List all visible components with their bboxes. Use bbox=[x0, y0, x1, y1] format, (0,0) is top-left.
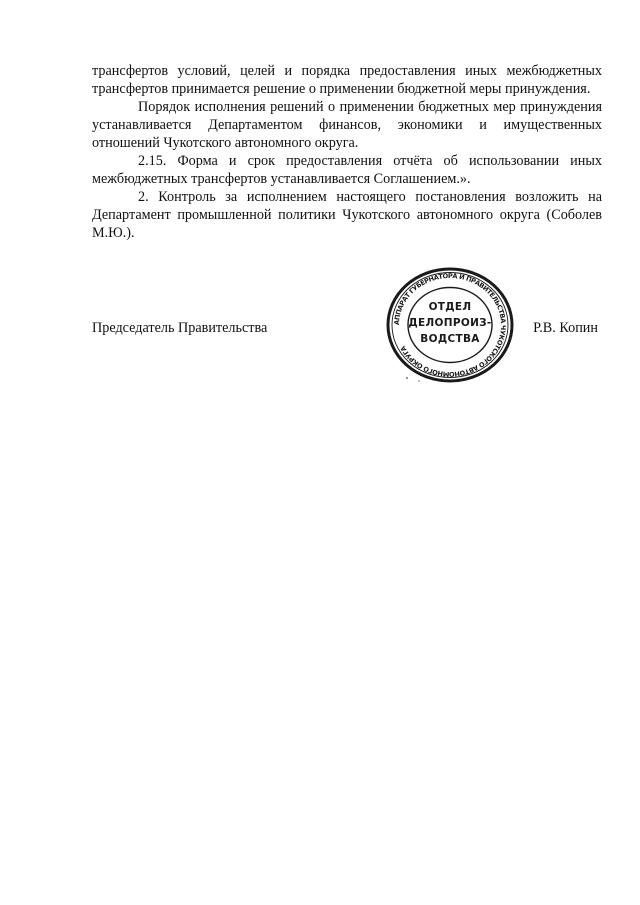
document-body bbox=[92, 62, 602, 242]
stamp-center-line-1: ОТДЕЛ bbox=[428, 301, 472, 313]
stamp-ring-text: АППАРАТ ГУБЕРНАТОРА И ПРАВИТЕЛЬСТВА ЧУКОТСКОГО АВТОНОМНОГО ОКРУГА bbox=[392, 271, 508, 379]
signature-block bbox=[92, 318, 602, 338]
paragraph-1: трансфертов условий, целей и порядка предоставления иных межбюджетных трансфертов принимается решение о применении бюджетной меры принуждения. bbox=[92, 63, 602, 97]
ink-speck bbox=[406, 377, 408, 379]
stamp-center-line-3: ВОДСТВА bbox=[420, 333, 480, 345]
official-stamp bbox=[385, 266, 515, 384]
paragraph-2: Порядок исполнения решений о применении бюджетных мер принуждения устанавливается Департаментом финансов, экономики и имущественных отношений Чукотского автономного округа. bbox=[92, 99, 602, 151]
signer-title: Председатель Правительства bbox=[92, 320, 268, 336]
signer-name: Р.В. Копин bbox=[533, 320, 598, 336]
ink-speck bbox=[418, 380, 419, 381]
paragraph-4: 2. Контроль за исполнением настоящего постановления возложить на Департамент промышленной политики Чукотского автономного округа (Соболев М.Ю.). bbox=[92, 189, 602, 241]
stamp-center-line-2: ДЕЛОПРОИЗ- bbox=[408, 317, 492, 329]
stamp-seal-graphic bbox=[385, 266, 515, 384]
paragraph-3: 2.15. Форма и срок предоставления отчёта об использовании иных межбюджетных трансфертов устанавливается Соглашением.». bbox=[92, 153, 602, 187]
